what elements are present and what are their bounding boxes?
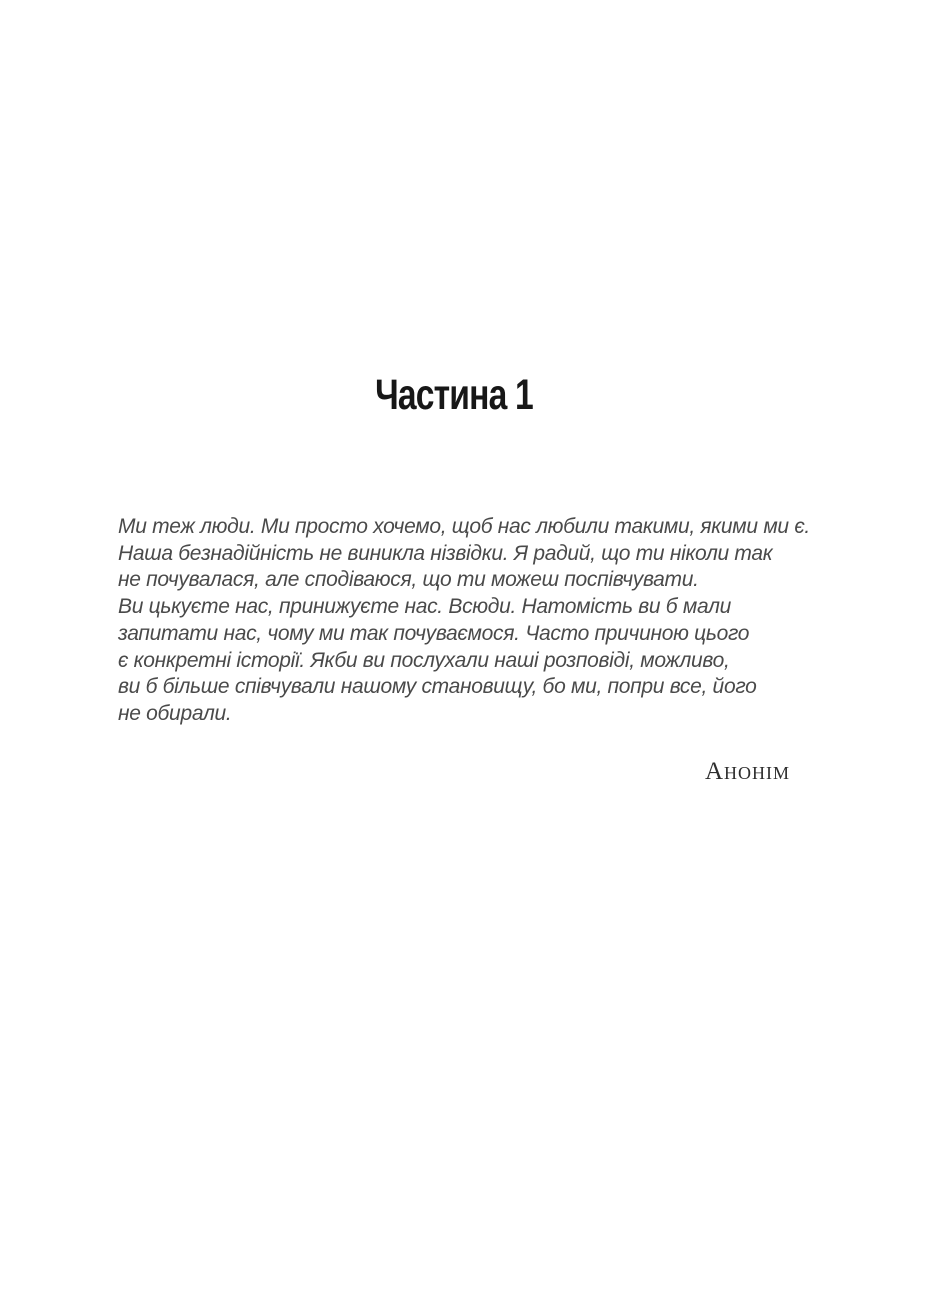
epigraph [118, 514, 810, 728]
epigraph-line: Наша безнадійність не виникла нізвідки. Я радий, що ти ніколи так [118, 541, 773, 565]
epigraph-line: Ми теж люди. Ми просто хочемо, щоб нас любили такими, якими ми є. [118, 515, 810, 538]
part-heading: Частина 1 [375, 369, 533, 419]
epigraph-line: запитати нас, чому ми так почуваємося. Часто причиною цього [118, 621, 750, 645]
epigraph-line: ви б більше співчували нашому становищу, бо ми, попри все, його [118, 675, 757, 699]
epigraph-attribution: Анонім [704, 757, 790, 785]
epigraph-line: Ви цькуєте нас, принижуєте нас. Всюди. Натомість ви б мали [118, 595, 732, 619]
page-content [118, 369, 810, 786]
epigraph-line: не почувалася, але сподіваюся, що ти можеш поспівчувати. [118, 568, 699, 592]
epigraph-line: є конкретні історії. Якби ви послухали наші розповіді, можливо, [118, 648, 730, 672]
epigraph-line: не обирали. [118, 701, 232, 725]
